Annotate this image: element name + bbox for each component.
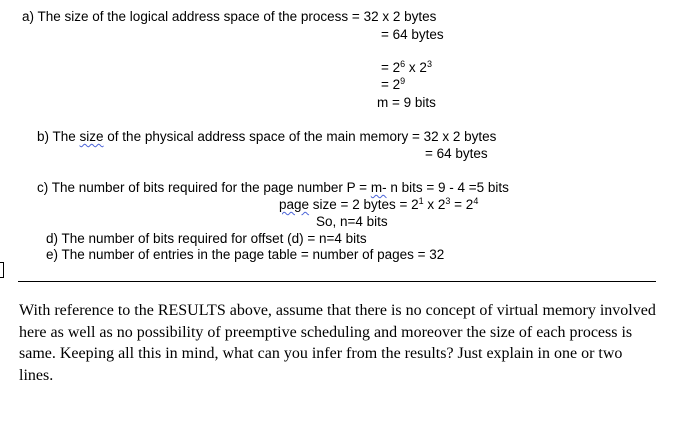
result-a-line4: = $2^9$ bbox=[381, 76, 406, 92]
result-c-line1: c) The number of bits required for the page number P = m- n bits = 9 - 4 =5 bits bbox=[37, 180, 509, 195]
horizontal-divider bbox=[18, 281, 656, 282]
result-d: d) The number of bits required for offset (d) = n=4 bits bbox=[46, 231, 367, 246]
result-a-line2: = 64 bytes bbox=[381, 27, 444, 42]
result-e: e) The number of entries in the page table = number of pages = 32 bbox=[46, 247, 445, 262]
result-a-line1: a) The size of the logical address space of the process = 32 x 2 bytes bbox=[22, 9, 437, 24]
result-b-line1: b) The size of the physical address space of the main memory = 32 x 2 bytes bbox=[37, 129, 497, 144]
result-b-line2: = 64 bytes bbox=[425, 146, 488, 161]
result-c-so: So, n=4 bits bbox=[316, 214, 388, 229]
result-a-line3: = $2^6$ x $2^3$ bbox=[381, 59, 432, 75]
result-c-page-size: page size = 2 bytes = $2^1$ x $2^3 = 2^4$ bbox=[279, 196, 479, 212]
question-paragraph: With reference to the RESULTS above, assume that there is no concept of virtual memory involved here as well as no possibility of preemptive scheduling and moreover the size of each process is same. Keeping all this in mind, what can you infer from the results? Just explain in one or two lines. bbox=[19, 302, 656, 384]
result-a-line5: m = 9 bits bbox=[377, 95, 436, 110]
margin-marker bbox=[0, 262, 4, 278]
spellcheck-word-size: size bbox=[79, 129, 104, 144]
spellcheck-word-m: m- bbox=[370, 180, 387, 195]
spellcheck-word-page: page bbox=[279, 197, 310, 212]
